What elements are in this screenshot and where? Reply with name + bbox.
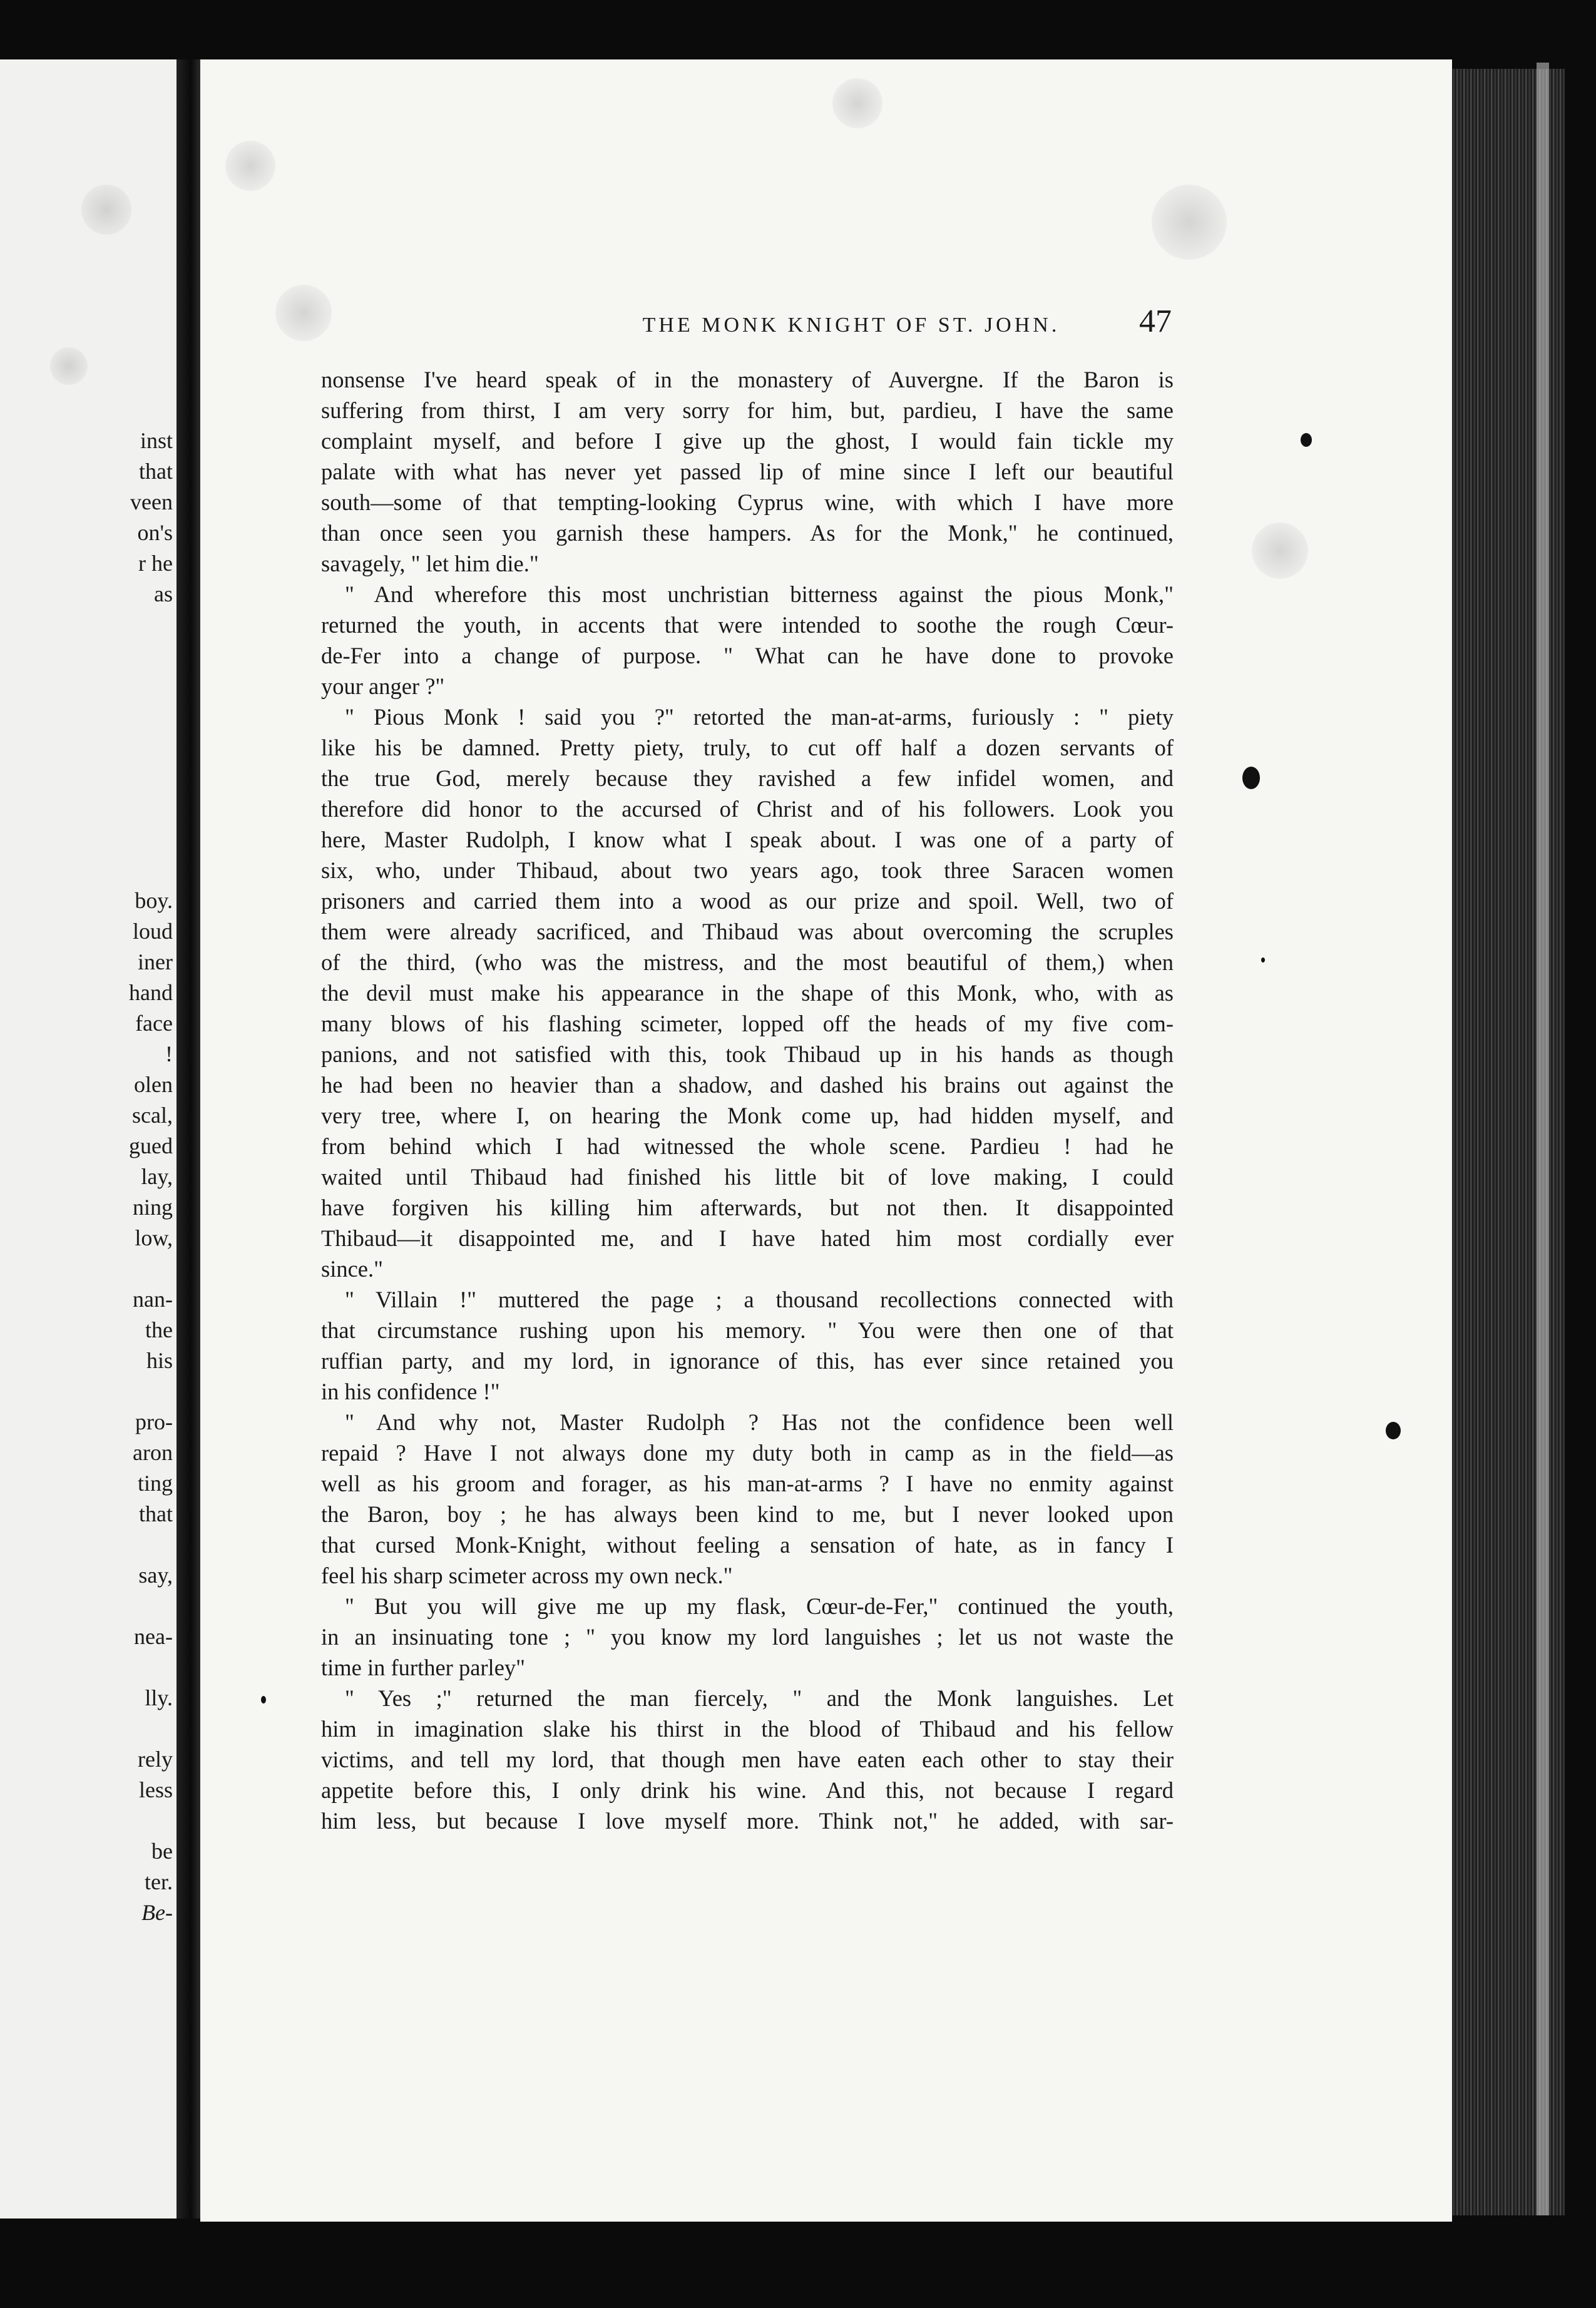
fragment-line [48, 1805, 173, 1836]
text-line: waited until Thibaud had finished his little bit of love making, I could [321, 1164, 1174, 1190]
text-line: from behind which I had witnessed the whole scene. Pardieu ! had he [321, 1133, 1174, 1159]
text-line: " And wherefore this most unchristian bitterness against the pious Monk," [345, 581, 1174, 607]
fragment-line: low, [135, 1225, 173, 1250]
text-line: here, Master Rudolph, I know what I speak about. I was one of a party of [321, 827, 1174, 852]
fragment-line: rely [138, 1747, 173, 1772]
fragment-line [48, 763, 173, 794]
text-line: therefore did honor to the accursed of Christ and of his followers. Look you [321, 796, 1174, 822]
text-line: in his confidence !" [321, 1379, 500, 1404]
fragment-line: veen [130, 489, 173, 514]
text-line: panions, and not satisfied with this, took Thibaud up in his hands as though [321, 1041, 1174, 1067]
text-line: very tree, where I, on hearing the Monk come up, had hidden myself, and [321, 1103, 1174, 1128]
book-gutter [176, 59, 200, 2219]
ink-speck [1386, 1422, 1401, 1439]
ink-speck [1301, 433, 1312, 447]
fragment-line: on's [137, 520, 173, 545]
fragment-line: that [139, 1501, 173, 1526]
text-line: six, who, under Thibaud, about two years ago, took three Saracen women [321, 857, 1174, 883]
text-line: " Pious Monk ! said you ?" retorted the man-at-arms, furiously : " piety [345, 704, 1174, 730]
fragment-line [48, 640, 173, 671]
foxing-spot [81, 185, 131, 235]
fragment-line: face [135, 1011, 173, 1036]
fragment-line [48, 824, 173, 855]
text-line: have forgiven his killing him afterwards, but not then. It disappointed [321, 1195, 1174, 1220]
fragment-line: olen [134, 1072, 173, 1097]
foxing-spot [50, 347, 88, 385]
fragment-line: less [139, 1777, 173, 1802]
text-line: like his be damned. Pretty piety, truly, to cut off half a dozen servants of [321, 735, 1174, 760]
fragment-line [48, 1376, 173, 1407]
text-line: " Villain !" muttered the page ; a thousand recollections connected with [345, 1287, 1174, 1312]
text-line: the true God, merely because they ravished a few infidel women, and [321, 765, 1174, 791]
foxing-spot [832, 78, 882, 128]
facing-page-fragment [0, 59, 176, 2219]
fragment-line [48, 1591, 173, 1621]
text-line: many blows of his flashing scimeter, lopped off the heads of my five com- [321, 1011, 1174, 1036]
fragment-line: ting [137, 1471, 173, 1496]
text-line: time in further parley" [321, 1655, 526, 1680]
text-line: " And why not, Master Rudolph ? Has not the confidence been well [345, 1409, 1174, 1435]
fragment-line: ning [132, 1195, 173, 1220]
text-line: well as his groom and forager, as his man-at-arms ? I have no enmity against [321, 1471, 1174, 1496]
text-line: he had been no heavier than a shadow, and dashed his brains out against the [321, 1072, 1174, 1098]
text-line: south—some of that tempting-looking Cyprus wine, with which I have more [321, 489, 1174, 515]
text-line: than once seen you garnish these hampers. As for the Monk," he continued, [321, 520, 1174, 546]
fragment-line: hand [129, 980, 173, 1005]
text-line: Thibaud—it disappointed me, and I have hated him most cordially ever [321, 1225, 1174, 1251]
text-line: since." [321, 1256, 384, 1282]
text-line: of the third, (who was the mistress, and the most beautiful of them,) when [321, 949, 1174, 975]
foxing-spot [1252, 523, 1308, 579]
text-line: prisoners and carried them into a wood as our prize and spoil. Well, two of [321, 888, 1174, 914]
text-line: in an insinuating tone ; " you know my lord languishes ; let us not waste the [321, 1624, 1174, 1650]
fragment-line [48, 1529, 173, 1560]
fragment-line: aron [133, 1440, 173, 1465]
text-line: " Yes ;" returned the man fiercely, " and the Monk languishes. Let [345, 1685, 1174, 1711]
running-head [200, 304, 1452, 344]
fragment-line: gued [129, 1133, 173, 1158]
fragment-line: scal, [132, 1103, 173, 1128]
fragment-line [48, 671, 173, 702]
text-line: that cursed Monk-Knight, without feeling a sensation of hate, as in fancy I [321, 1532, 1174, 1558]
fragment-line: the [145, 1317, 173, 1342]
fragment-line: pro- [135, 1409, 173, 1434]
fragment-line: r he [138, 551, 173, 576]
text-line: returned the youth, in accents that were intended to soothe the rough Cœur- [321, 612, 1174, 638]
text-line: ruffian party, and my lord, in ignorance of this, has ever since retained you [321, 1348, 1174, 1374]
fragment-line: that [139, 459, 173, 484]
text-line: him in imagination slake his thirst in the blood of Thibaud and his fellow [321, 1716, 1174, 1742]
text-line: the Baron, boy ; he has always been kind to me, but I never looked upon [321, 1501, 1174, 1527]
page-number: 47 [1139, 304, 1172, 339]
fragment-line: inst [140, 428, 173, 453]
fragment-line: ! [165, 1041, 173, 1066]
text-line: de-Fer into a change of purpose. " What can he have done to provoke [321, 643, 1174, 668]
foxing-spot [1152, 185, 1227, 260]
fragment-line: be [151, 1839, 173, 1864]
fragment-line: as [154, 581, 173, 606]
text-line: that circumstance rushing upon his memory. " You were then one of that [321, 1317, 1174, 1343]
fragment-line: nea- [134, 1624, 173, 1649]
fragment-line: lay, [141, 1164, 173, 1189]
fragment-line: boy. [135, 888, 173, 913]
body-text [321, 364, 1174, 1836]
text-line: feel his sharp scimeter across my own neck." [321, 1563, 733, 1588]
text-line: repaid ? Have I not always done my duty both in camp as in the field—as [321, 1440, 1174, 1466]
text-line: palate with what has never yet passed lip of mine since I left our beautiful [321, 459, 1174, 484]
fragment-line: Be- [141, 1900, 173, 1925]
running-title: THE MONK KNIGHT OF ST. JOHN. [642, 314, 1060, 337]
page-edge-highlight [1537, 63, 1549, 2215]
fragment-line [48, 1713, 173, 1744]
ink-speck [1261, 957, 1265, 963]
text-line: him less, but because I love myself more. Think not," he added, with sar- [321, 1808, 1174, 1834]
fragment-line [48, 610, 173, 640]
text-line: victims, and tell my lord, that though men have eaten each other to stay their [321, 1747, 1174, 1772]
fragment-line: nan- [133, 1287, 173, 1312]
fragment-line [48, 794, 173, 824]
text-line: savagely, " let him die." [321, 551, 539, 576]
fragment-line: ter. [145, 1869, 173, 1894]
text-line: complaint myself, and before I give up the ghost, I would fain tickle my [321, 428, 1174, 454]
text-line: suffering from thirst, I am very sorry for him, but, pardieu, I have the same [321, 397, 1174, 423]
text-line: the devil must make his appearance in the shape of this Monk, who, with as [321, 980, 1174, 1006]
facing-page-text [48, 426, 173, 1928]
fragment-line: iner [138, 949, 173, 974]
text-line: your anger ?" [321, 673, 445, 699]
text-line: " But you will give me up my flask, Cœur-de-Fer," continued the youth, [345, 1593, 1174, 1619]
fragment-line [48, 1254, 173, 1284]
text-line: nonsense I've heard speak of in the monastery of Auvergne. If the Baron is [321, 367, 1174, 392]
fragment-line [48, 855, 173, 886]
fragment-line [48, 732, 173, 763]
fragment-line: his [146, 1348, 173, 1373]
text-line: appetite before this, I only drink his wine. And this, not because I regard [321, 1777, 1174, 1803]
fragment-line [48, 702, 173, 732]
text-line: them were already sacrificed, and Thibaud was about overcoming the scruples [321, 919, 1174, 944]
foxing-spot [225, 141, 275, 191]
fragment-line [48, 1652, 173, 1683]
ink-speck [261, 1696, 266, 1703]
ink-speck [1242, 767, 1260, 789]
fragment-line: say, [138, 1563, 173, 1588]
fragment-line: lly. [145, 1685, 173, 1710]
fragment-line: loud [132, 919, 173, 944]
